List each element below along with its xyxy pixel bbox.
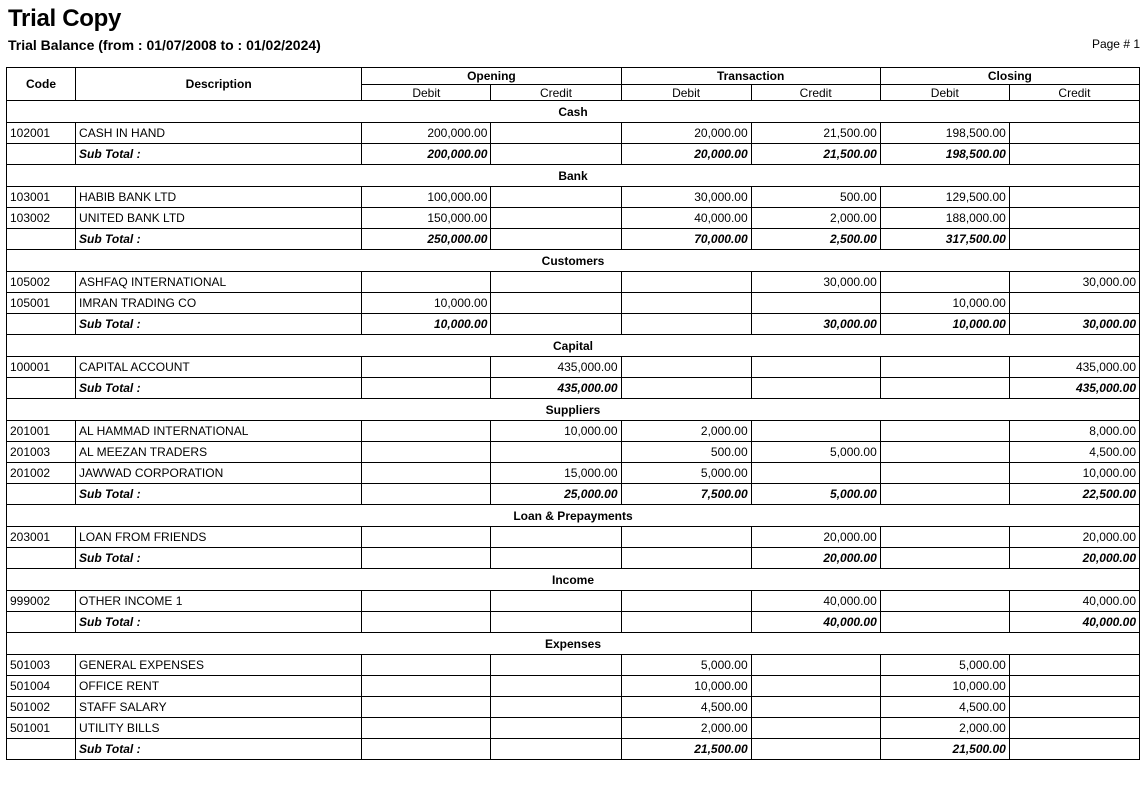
amount-transaction-credit — [751, 718, 880, 739]
header-code: Code — [7, 68, 76, 101]
amount-transaction-debit: 10,000.00 — [621, 676, 751, 697]
subtotal-opening-credit: 435,000.00 — [491, 378, 621, 399]
group-name: Loan & Prepayments — [7, 505, 1140, 527]
amount-closing-debit: 5,000.00 — [880, 655, 1009, 676]
subtotal-opening-credit — [491, 739, 621, 760]
amount-opening-credit — [491, 718, 621, 739]
amount-opening-debit — [362, 421, 491, 442]
amount-closing-debit: 129,500.00 — [880, 187, 1009, 208]
subtotal-opening-debit — [362, 484, 491, 505]
amount-opening-credit — [491, 187, 621, 208]
subtotal-closing-credit — [1009, 739, 1139, 760]
account-code: 201001 — [7, 421, 76, 442]
account-code: 501001 — [7, 718, 76, 739]
account-description: UTILITY BILLS — [76, 718, 362, 739]
subtotal-closing-debit: 21,500.00 — [880, 739, 1009, 760]
amount-transaction-debit — [621, 527, 751, 548]
group-name: Expenses — [7, 633, 1140, 655]
account-code: 203001 — [7, 527, 76, 548]
amount-opening-credit — [491, 527, 621, 548]
report-subtitle: Trial Balance (from : 01/07/2008 to : 01/02/2024) — [8, 37, 321, 53]
amount-closing-credit: 435,000.00 — [1009, 357, 1139, 378]
account-description: ASHFAQ INTERNATIONAL — [76, 272, 362, 293]
amount-opening-credit: 15,000.00 — [491, 463, 621, 484]
account-code: 501002 — [7, 697, 76, 718]
subtotal-transaction-credit — [751, 739, 880, 760]
amount-opening-debit — [362, 676, 491, 697]
account-code: 103001 — [7, 187, 76, 208]
amount-transaction-credit — [751, 697, 880, 718]
amount-transaction-credit — [751, 357, 880, 378]
amount-closing-debit — [880, 421, 1009, 442]
amount-closing-debit: 198,500.00 — [880, 123, 1009, 144]
subtotal-closing-debit — [880, 484, 1009, 505]
account-description: AL HAMMAD INTERNATIONAL — [76, 421, 362, 442]
account-description: CAPITAL ACCOUNT — [76, 357, 362, 378]
account-description: STAFF SALARY — [76, 697, 362, 718]
amount-closing-credit: 40,000.00 — [1009, 591, 1139, 612]
group-name: Income — [7, 569, 1140, 591]
subtotal-row — [7, 378, 1140, 399]
header-closing-debit: Debit — [880, 85, 1009, 101]
amount-closing-credit: 10,000.00 — [1009, 463, 1139, 484]
amount-transaction-credit: 20,000.00 — [751, 527, 880, 548]
account-description: LOAN FROM FRIENDS — [76, 527, 362, 548]
subtotal-row — [7, 612, 1140, 633]
account-code: 501004 — [7, 676, 76, 697]
amount-closing-debit: 10,000.00 — [880, 293, 1009, 314]
amount-transaction-credit — [751, 463, 880, 484]
amount-closing-credit — [1009, 123, 1139, 144]
subtotal-closing-credit: 435,000.00 — [1009, 378, 1139, 399]
amount-transaction-debit: 20,000.00 — [621, 123, 751, 144]
amount-closing-credit — [1009, 187, 1139, 208]
report-title: Trial Copy — [8, 5, 122, 32]
header-description: Description — [76, 68, 362, 101]
amount-transaction-credit — [751, 655, 880, 676]
amount-opening-credit — [491, 293, 621, 314]
amount-closing-debit — [880, 527, 1009, 548]
amount-transaction-debit: 2,000.00 — [621, 718, 751, 739]
group-header-row — [7, 101, 1140, 123]
amount-closing-credit — [1009, 208, 1139, 229]
account-description: CASH IN HAND — [76, 123, 362, 144]
account-description: UNITED BANK LTD — [76, 208, 362, 229]
subtotal-transaction-debit — [621, 548, 751, 569]
amount-closing-credit: 20,000.00 — [1009, 527, 1139, 548]
amount-opening-debit: 100,000.00 — [362, 187, 491, 208]
subtotal-code-blank — [7, 378, 76, 399]
subtotal-label: Sub Total : — [76, 739, 362, 760]
amount-transaction-debit — [621, 357, 751, 378]
subtotal-opening-debit: 200,000.00 — [362, 144, 491, 165]
header-transaction: Transaction — [621, 68, 880, 85]
amount-closing-credit — [1009, 676, 1139, 697]
amount-closing-debit — [880, 357, 1009, 378]
subtotal-closing-credit: 30,000.00 — [1009, 314, 1139, 335]
subtotal-label: Sub Total : — [76, 612, 362, 633]
subtotal-code-blank — [7, 314, 76, 335]
amount-transaction-credit: 40,000.00 — [751, 591, 880, 612]
amount-opening-debit: 10,000.00 — [362, 293, 491, 314]
header-opening: Opening — [362, 68, 621, 85]
amount-transaction-credit — [751, 421, 880, 442]
amount-transaction-credit: 5,000.00 — [751, 442, 880, 463]
subtotal-label: Sub Total : — [76, 229, 362, 250]
subtotal-code-blank — [7, 739, 76, 760]
subtotal-closing-debit: 317,500.00 — [880, 229, 1009, 250]
subtotal-code-blank — [7, 229, 76, 250]
amount-opening-credit — [491, 697, 621, 718]
table-row — [7, 123, 1140, 144]
subtotal-opening-debit — [362, 612, 491, 633]
subtotal-transaction-credit — [751, 378, 880, 399]
amount-transaction-debit — [621, 272, 751, 293]
header-transaction-credit: Credit — [751, 85, 880, 101]
amount-closing-credit — [1009, 293, 1139, 314]
account-code: 501003 — [7, 655, 76, 676]
table-row — [7, 293, 1140, 314]
subtotal-label: Sub Total : — [76, 144, 362, 165]
amount-opening-debit — [362, 463, 491, 484]
subtotal-transaction-debit: 7,500.00 — [621, 484, 751, 505]
account-code: 201002 — [7, 463, 76, 484]
amount-transaction-debit: 5,000.00 — [621, 463, 751, 484]
account-code: 201003 — [7, 442, 76, 463]
amount-closing-credit — [1009, 655, 1139, 676]
subtotal-opening-debit: 250,000.00 — [362, 229, 491, 250]
amount-transaction-credit: 30,000.00 — [751, 272, 880, 293]
subtotal-transaction-credit: 5,000.00 — [751, 484, 880, 505]
header-closing: Closing — [880, 68, 1139, 85]
table-row — [7, 208, 1140, 229]
amount-opening-debit — [362, 718, 491, 739]
subtotal-label: Sub Total : — [76, 314, 362, 335]
amount-transaction-debit: 4,500.00 — [621, 697, 751, 718]
amount-transaction-credit — [751, 676, 880, 697]
amount-transaction-debit: 2,000.00 — [621, 421, 751, 442]
header-opening-credit: Credit — [491, 85, 621, 101]
subtotal-opening-debit — [362, 378, 491, 399]
amount-closing-debit: 2,000.00 — [880, 718, 1009, 739]
amount-opening-credit — [491, 676, 621, 697]
subtotal-transaction-debit: 21,500.00 — [621, 739, 751, 760]
subtotal-row — [7, 229, 1140, 250]
subtotal-opening-credit — [491, 144, 621, 165]
table-header — [7, 68, 1140, 101]
subtotal-code-blank — [7, 612, 76, 633]
account-description: AL MEEZAN TRADERS — [76, 442, 362, 463]
subtotal-code-blank — [7, 144, 76, 165]
account-description: GENERAL EXPENSES — [76, 655, 362, 676]
subtotal-opening-debit — [362, 739, 491, 760]
subtotal-closing-debit: 10,000.00 — [880, 314, 1009, 335]
subtotal-code-blank — [7, 484, 76, 505]
amount-closing-credit — [1009, 697, 1139, 718]
subtotal-label: Sub Total : — [76, 484, 362, 505]
account-code: 105001 — [7, 293, 76, 314]
table-row — [7, 463, 1140, 484]
subtotal-opening-credit — [491, 229, 621, 250]
account-description: HABIB BANK LTD — [76, 187, 362, 208]
subtotal-transaction-debit: 20,000.00 — [621, 144, 751, 165]
account-code: 999002 — [7, 591, 76, 612]
amount-opening-debit — [362, 357, 491, 378]
group-name: Customers — [7, 250, 1140, 272]
amount-transaction-credit: 2,000.00 — [751, 208, 880, 229]
subtotal-closing-debit: 198,500.00 — [880, 144, 1009, 165]
subtotal-label: Sub Total : — [76, 548, 362, 569]
subtotal-transaction-debit — [621, 612, 751, 633]
header-closing-credit: Credit — [1009, 85, 1139, 101]
amount-opening-debit — [362, 272, 491, 293]
subtotal-transaction-credit: 30,000.00 — [751, 314, 880, 335]
subtotal-transaction-debit — [621, 378, 751, 399]
subtotal-row — [7, 739, 1140, 760]
table-row — [7, 697, 1140, 718]
subtotal-row — [7, 144, 1140, 165]
amount-opening-credit — [491, 272, 621, 293]
subtotal-closing-credit: 22,500.00 — [1009, 484, 1139, 505]
group-header-row — [7, 505, 1140, 527]
subtotal-transaction-credit: 21,500.00 — [751, 144, 880, 165]
account-code: 103002 — [7, 208, 76, 229]
subtotal-label: Sub Total : — [76, 378, 362, 399]
amount-closing-credit: 8,000.00 — [1009, 421, 1139, 442]
amount-opening-debit: 150,000.00 — [362, 208, 491, 229]
header-transaction-debit: Debit — [621, 85, 751, 101]
group-header-row — [7, 399, 1140, 421]
amount-transaction-credit — [751, 293, 880, 314]
amount-closing-debit — [880, 463, 1009, 484]
subtotal-opening-credit: 25,000.00 — [491, 484, 621, 505]
table-row — [7, 187, 1140, 208]
subtotal-row — [7, 548, 1140, 569]
table-row — [7, 655, 1140, 676]
amount-opening-credit — [491, 591, 621, 612]
amount-opening-credit — [491, 123, 621, 144]
trial-balance-table — [6, 67, 1140, 760]
table-row — [7, 591, 1140, 612]
amount-transaction-debit — [621, 293, 751, 314]
subtotal-transaction-credit: 20,000.00 — [751, 548, 880, 569]
amount-opening-credit — [491, 655, 621, 676]
amount-transaction-credit: 21,500.00 — [751, 123, 880, 144]
subtotal-transaction-debit — [621, 314, 751, 335]
group-header-row — [7, 250, 1140, 272]
account-code: 105002 — [7, 272, 76, 293]
table-row — [7, 272, 1140, 293]
group-header-row — [7, 569, 1140, 591]
table-row — [7, 442, 1140, 463]
amount-closing-credit: 4,500.00 — [1009, 442, 1139, 463]
subtotal-opening-credit — [491, 612, 621, 633]
amount-opening-credit — [491, 208, 621, 229]
amount-opening-debit — [362, 655, 491, 676]
subtotal-transaction-credit: 2,500.00 — [751, 229, 880, 250]
amount-closing-debit: 10,000.00 — [880, 676, 1009, 697]
amount-closing-debit — [880, 591, 1009, 612]
subtotal-closing-credit — [1009, 229, 1139, 250]
amount-closing-debit: 4,500.00 — [880, 697, 1009, 718]
subtotal-transaction-debit: 70,000.00 — [621, 229, 751, 250]
table-body — [7, 101, 1140, 760]
group-header-row — [7, 633, 1140, 655]
group-header-row — [7, 165, 1140, 187]
header-opening-debit: Debit — [362, 85, 491, 101]
group-name: Suppliers — [7, 399, 1140, 421]
amount-transaction-debit: 30,000.00 — [621, 187, 751, 208]
subtotal-opening-credit — [491, 548, 621, 569]
amount-opening-debit — [362, 527, 491, 548]
subtotal-row — [7, 484, 1140, 505]
subtotal-closing-debit — [880, 612, 1009, 633]
amount-closing-credit — [1009, 718, 1139, 739]
subtotal-row — [7, 314, 1140, 335]
account-code: 100001 — [7, 357, 76, 378]
group-header-row — [7, 335, 1140, 357]
amount-opening-credit: 435,000.00 — [491, 357, 621, 378]
amount-opening-debit — [362, 591, 491, 612]
subtotal-closing-credit: 20,000.00 — [1009, 548, 1139, 569]
amount-transaction-debit: 5,000.00 — [621, 655, 751, 676]
amount-opening-debit — [362, 442, 491, 463]
subtotal-transaction-credit: 40,000.00 — [751, 612, 880, 633]
group-name: Capital — [7, 335, 1140, 357]
subtotal-closing-credit: 40,000.00 — [1009, 612, 1139, 633]
table-row — [7, 676, 1140, 697]
amount-transaction-debit: 40,000.00 — [621, 208, 751, 229]
subtotal-opening-debit — [362, 548, 491, 569]
amount-opening-credit: 10,000.00 — [491, 421, 621, 442]
account-description: OFFICE RENT — [76, 676, 362, 697]
table-row — [7, 718, 1140, 739]
group-name: Cash — [7, 101, 1140, 123]
amount-transaction-debit: 500.00 — [621, 442, 751, 463]
amount-opening-debit — [362, 697, 491, 718]
table-row — [7, 421, 1140, 442]
table-row — [7, 527, 1140, 548]
subtotal-code-blank — [7, 548, 76, 569]
amount-closing-debit — [880, 272, 1009, 293]
subtotal-closing-debit — [880, 378, 1009, 399]
account-description: JAWWAD CORPORATION — [76, 463, 362, 484]
amount-closing-credit: 30,000.00 — [1009, 272, 1139, 293]
table-row — [7, 357, 1140, 378]
subtotal-opening-debit: 10,000.00 — [362, 314, 491, 335]
group-name: Bank — [7, 165, 1140, 187]
account-description: OTHER INCOME 1 — [76, 591, 362, 612]
amount-opening-credit — [491, 442, 621, 463]
amount-closing-debit: 188,000.00 — [880, 208, 1009, 229]
amount-transaction-debit — [621, 591, 751, 612]
page-number: Page # 1 — [1091, 37, 1140, 51]
amount-opening-debit: 200,000.00 — [362, 123, 491, 144]
subtotal-closing-credit — [1009, 144, 1139, 165]
account-description: IMRAN TRADING CO — [76, 293, 362, 314]
subtotal-opening-credit — [491, 314, 621, 335]
amount-closing-debit — [880, 442, 1009, 463]
amount-transaction-credit: 500.00 — [751, 187, 880, 208]
subtotal-closing-debit — [880, 548, 1009, 569]
account-code: 102001 — [7, 123, 76, 144]
